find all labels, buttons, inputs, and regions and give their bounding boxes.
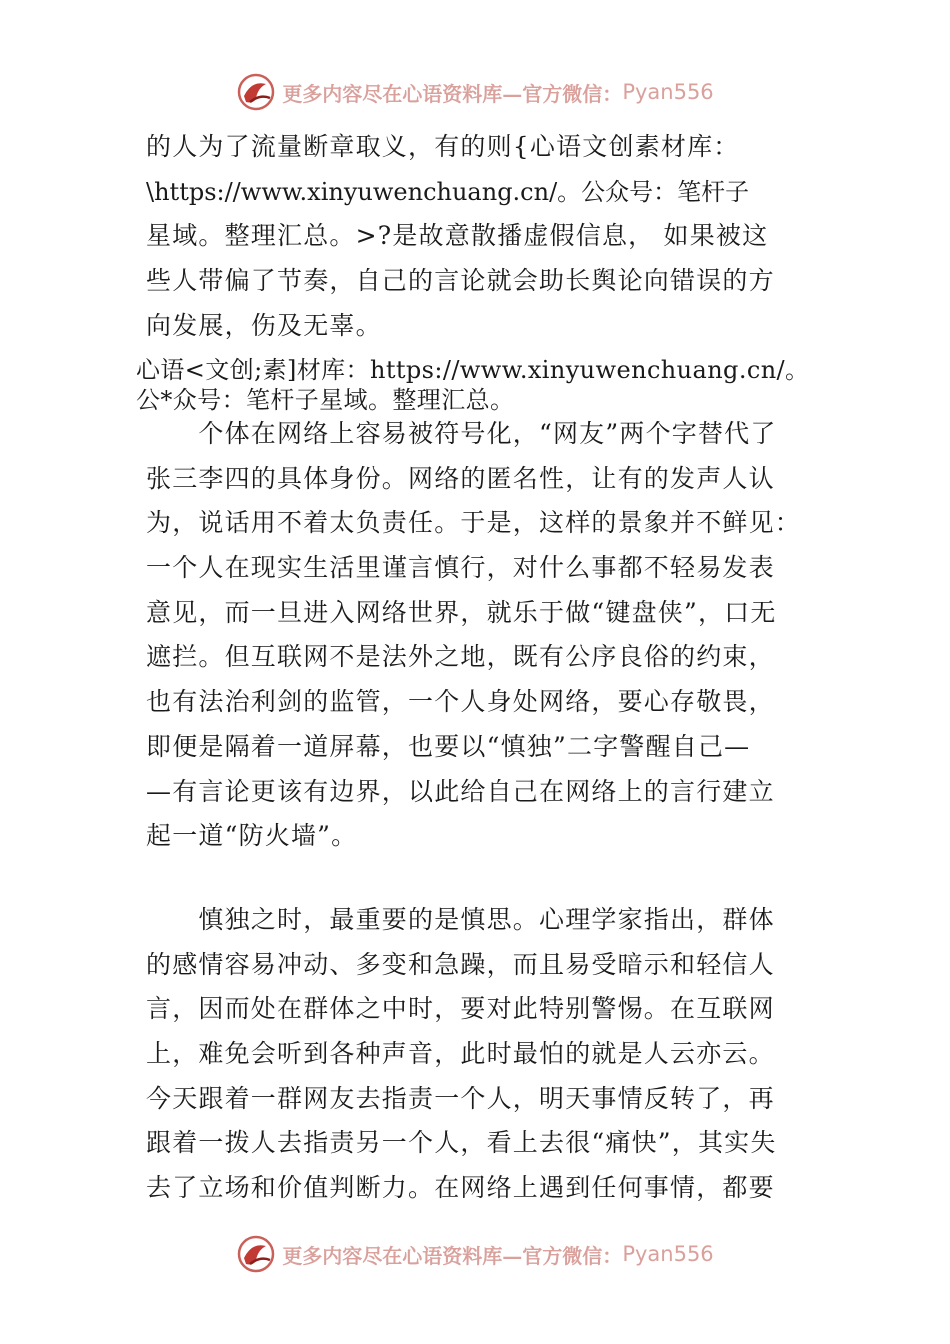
text-line: 也有法治利剑的监管，一个人身处网络，要心存敬畏，	[146, 687, 775, 717]
text-line: 慎独之时，最重要的是慎思。心理学家指出，群体	[146, 905, 775, 934]
paragraph-2	[146, 412, 816, 859]
text-line: 的人为了流量断章取义，有的则{心语文创素材库：	[146, 132, 740, 161]
banner-wechat-id: Pyan556	[622, 80, 714, 104]
text-line: 今天跟着一群网友去指责一个人，明天事情反转了，再	[146, 1083, 775, 1113]
text-line: 张三李四的具体身份。网络的匿名性，让有的发声人认	[146, 463, 775, 493]
banner-wechat-id: Pyan556	[622, 1242, 714, 1266]
text-line: 跟着一拨人去指责另一个人，看上去很“痛快”，其实失	[146, 1128, 777, 1158]
text-line: 遮拦。但互联网不是法外之地，既有公序良俗的约束，	[146, 642, 775, 672]
text-line: 些人带偏了节奏，自己的言论就会助长舆论向错误的方	[146, 266, 775, 296]
text-line: 意见，而一旦进入网络世界，就乐于做“键盘侠”，口无	[146, 597, 777, 627]
swirl-logo-icon	[236, 72, 276, 112]
paragraph-1	[146, 125, 816, 348]
header-banner	[0, 70, 950, 114]
footer-banner	[0, 1232, 950, 1276]
text-line: 心语<文创;素]材库：https://www.xinyuwenchuang.cn/。	[136, 356, 810, 384]
source-note	[136, 355, 826, 415]
text-line: 上，难免会听到各种声音，此时最怕的就是人云亦云。	[146, 1039, 775, 1069]
text-line: 向发展，伤及无辜。	[146, 310, 382, 340]
text-line: 言，因而处在群体之中时，要对此特别警惕。在互联网	[146, 994, 775, 1024]
text-line: 去了立场和价值判断力。在网络上遇到任何事情，都要	[146, 1173, 775, 1203]
banner-text: 更多内容尽在心语资料库—官方微信：	[282, 81, 623, 106]
paragraph-3	[146, 898, 816, 1211]
text-line: 个体在网络上容易被符号化，“网友”两个字替代了	[146, 419, 777, 448]
text-line: \https://www.xinyuwenchuang.cn/。公众号：笔杆子	[146, 177, 750, 206]
text-line: 公*众号：笔杆子星域。整理汇总。	[136, 386, 515, 414]
text-line: 即便是隔着一道屏幕，也要以“慎独”二字警醒自己—	[146, 731, 751, 761]
swirl-logo-icon	[236, 1234, 276, 1274]
text-line: 起一道“防火墙”。	[146, 821, 358, 851]
text-line: 星域。整理汇总。>?是故意散播虚假信息， 如果被这	[146, 221, 769, 251]
text-line: 的感情容易冲动、多变和急躁，而且易受暗示和轻信人	[146, 949, 775, 979]
text-line: 为，说话用不着太负责任。于是，这样的景象并不鲜见：	[146, 508, 802, 538]
banner-text: 更多内容尽在心语资料库—官方微信：	[282, 1243, 623, 1268]
text-line: 一个人在现实生活里谨言慎行，对什么事都不轻易发表	[146, 553, 775, 583]
text-line: —有言论更该有边界，以此给自己在网络上的言行建立	[146, 776, 775, 806]
